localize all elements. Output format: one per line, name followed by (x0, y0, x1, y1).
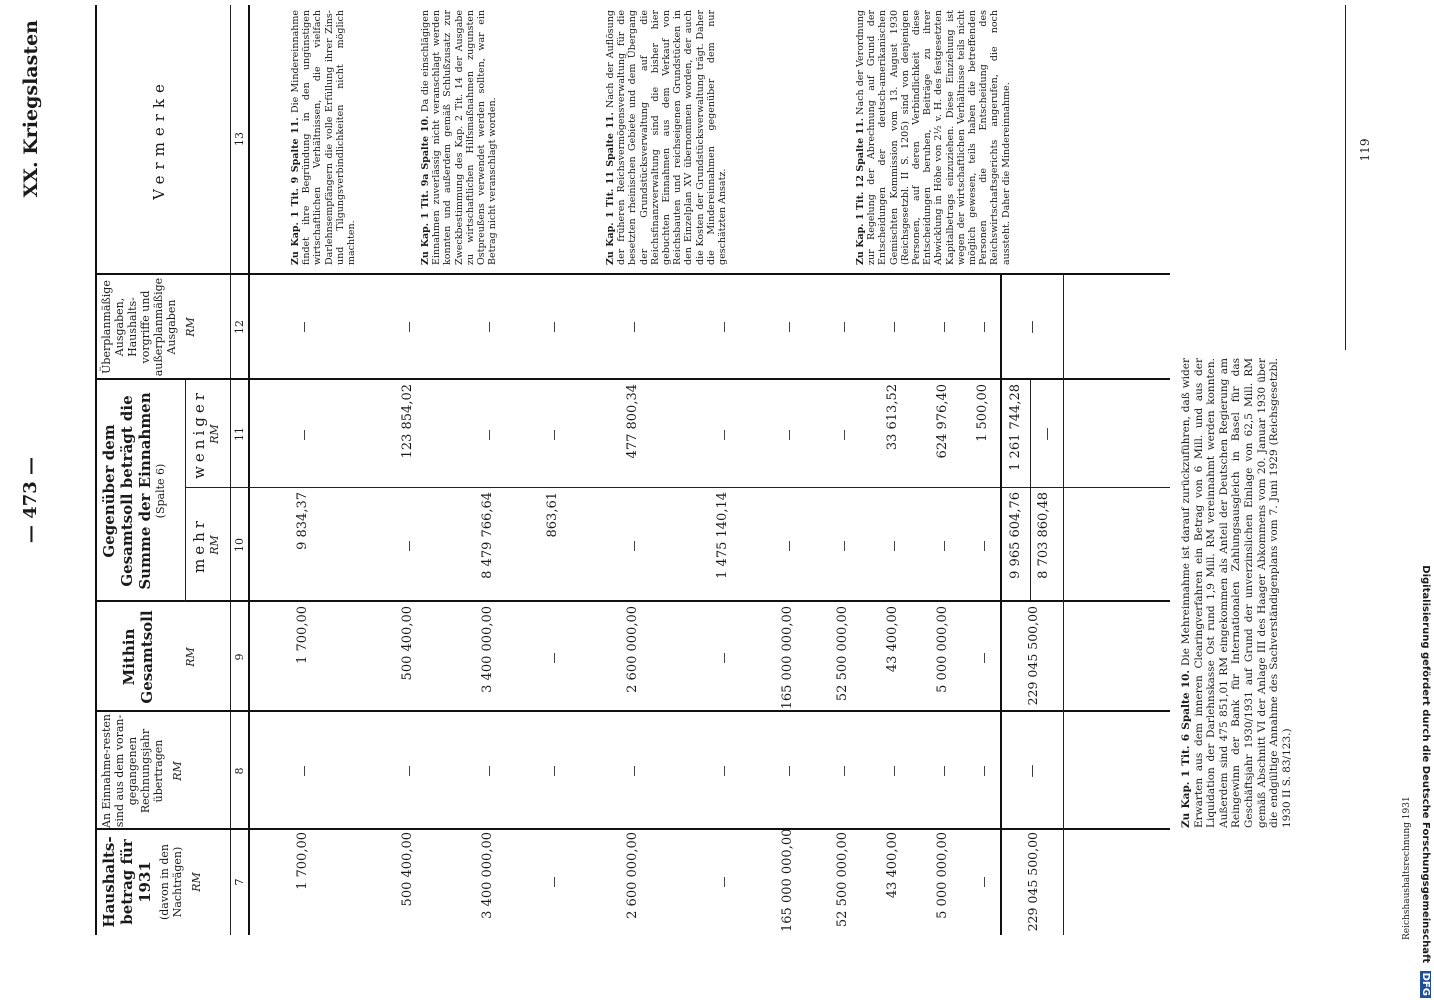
empty-cell-dash (409, 322, 410, 332)
col7-number: 7 (233, 878, 246, 886)
col13-number: 13 (233, 132, 246, 146)
empty-cell-dash (724, 322, 725, 332)
total-bottom-rule (1063, 275, 1064, 935)
cell-c7: 2 600 000,00 (625, 832, 640, 919)
total-col10-sum: 9 965 604,76 (1008, 492, 1023, 579)
cell-c11: 477 800,34 (625, 384, 640, 459)
total-col8-dash: — (1025, 764, 1040, 778)
col8-header: An Einnahme-resten sind aus dem voran-gegangenen Rechnungsjahr übertragen RM (100, 714, 184, 828)
empty-cell-dash (634, 322, 635, 332)
empty-cell-dash (724, 766, 725, 776)
total-col9: 229 045 500,00 (1025, 606, 1040, 706)
empty-cell-dash (844, 322, 845, 332)
note-tit12: Zu Kap. 1 Tit. 12 Spalte 11. Nach der Verordnung zur Regelung der Abrechnung auf Grund der Entscheidungen der deutsch-amerikanischen Gemischten Kommission vom 13. August 1930 (Reichsgesetzbl. II S. 1205) sind von denjenigen Personen, auf deren Verbindlichkeit diese Entscheidungen beruhen, Beiträge zu ihrer Abwicklung in Höhe von 2½ v. H. des festgesetzten Kapitalbetrags einzuziehen. Diese Einziehung ist wegen der wirtschaftlichen Verhältnisse teils nicht möglich gewesen, teils haben die betreffenden Personen die Entscheidung des Reichswirtschaftsgerichts angerufen, die noch aussteht. Daher die Mindereinnahme. (855, 10, 1012, 265)
empty-cell-dash (489, 430, 490, 440)
empty-cell-dash (409, 541, 410, 551)
empty-cell-dash (304, 766, 305, 776)
empty-cell-dash (984, 653, 985, 663)
note-tit9a: Zu Kap. 1 Tit. 9a Spalte 10. Da die einschlägigen Einnahmen zuverlässig nicht veranschlagt werden konnten und außerdem gemäß Schlußzusatz zur Zweckbestimmung des Kap. 2 Tit. 14 der Ausgabe zu wirtschaftlichen Hilfsmaßnahmen zugunsten Ostpreußens verwendet werden sollten, war ein Betrag nicht veranschlagt worden. (420, 10, 499, 265)
cell-c9: 3 400 000,00 (480, 606, 495, 693)
header-bottom-rule (248, 5, 250, 935)
total-col7: 229 045 500,00 (1025, 832, 1040, 932)
col-divider-10-11 (185, 487, 1170, 488)
empty-cell-dash (304, 430, 305, 440)
total-col10-net: 8 703 860,48 (1036, 492, 1051, 579)
total-col11-dash: — (1040, 427, 1055, 441)
cell-c9: 1 700,00 (295, 606, 310, 664)
cell-c7: 165 000 000,00 (780, 828, 795, 932)
total-col11-sum: 1 261 744,28 (1008, 384, 1023, 471)
cell-c11: 123 854,02 (400, 384, 415, 459)
col10-number: 10 (233, 538, 246, 552)
empty-cell-dash (984, 766, 985, 776)
dfg-caption (1418, 8, 1434, 998)
empty-cell-dash (634, 766, 635, 776)
group-header: Gegenüber dem Gesamtsoll beträgt die Summe der Einnahmen (Spalte 6) (100, 392, 167, 590)
empty-cell-dash (894, 766, 895, 776)
empty-cell-dash (844, 766, 845, 776)
empty-cell-dash (984, 541, 985, 551)
col-divider-11-12 (95, 378, 1170, 380)
footer-page-number: 119 (1358, 138, 1372, 162)
cell-c7: 3 400 000,00 (480, 832, 495, 919)
col-divider-12-13 (95, 273, 1170, 275)
cell-c9: 2 600 000,00 (625, 606, 640, 693)
empty-cell-dash (944, 766, 945, 776)
dfg-caption-text: Digitalisierung gefördert durch die Deutsche Forschungsgemeinschaft DFG (1420, 565, 1431, 996)
header-number-rule (230, 5, 231, 935)
cell-c9: 52 500 000,00 (835, 606, 850, 702)
page-number: — 473 — (20, 456, 41, 544)
empty-cell-dash (944, 541, 945, 551)
empty-cell-dash (554, 322, 555, 332)
empty-cell-dash (634, 541, 635, 551)
cell-c9: 165 000 000,00 (780, 606, 795, 710)
cell-c9: 5 000 000,00 (935, 606, 950, 693)
empty-cell-dash (489, 322, 490, 332)
col7-header: Haushalts-betrag für 1931 (davon in den Nachträgen) RM (100, 836, 203, 928)
cell-c11: 624 976,40 (935, 384, 950, 459)
empty-cell-dash (944, 322, 945, 332)
empty-cell-dash (554, 653, 555, 663)
empty-cell-dash (724, 430, 725, 440)
total-col12-dash: — (1025, 320, 1040, 334)
cell-c9: 500 400,00 (400, 606, 415, 681)
empty-cell-dash (894, 541, 895, 551)
empty-cell-dash (554, 877, 555, 887)
cell-c7: 43 400,00 (885, 832, 900, 899)
empty-cell-dash (489, 766, 490, 776)
empty-cell-dash (409, 766, 410, 776)
section-title: XX. Kriegslasten (20, 20, 42, 198)
cell-c10: 8 479 766,64 (480, 492, 495, 579)
cell-c7: 52 500 000,00 (835, 832, 850, 928)
col11-header: weniger RM (190, 389, 221, 479)
empty-cell-dash (724, 877, 725, 887)
empty-cell-dash (984, 322, 985, 332)
group-divider (185, 380, 186, 602)
footer-left: Reichshaushaltsrechnung 1931 (1402, 796, 1412, 940)
cell-c10: 1 475 140,14 (715, 492, 730, 579)
empty-cell-dash (789, 430, 790, 440)
empty-cell-dash (844, 541, 845, 551)
note-tit11: Zu Kap. 1 Tit. 11 Spalte 11. Nach der Auflösung der früheren Reichsvermögensverwaltung für die besetzten rheinischen Gebiete und dem Übergang der Grundstücksverwaltung auf die Reichsfinanzverwaltung sind die bisher hier gebuchten Einnahmen aus dem Verkauf von Reichsbauten und reichseigenen Grundstücken in den Einzelplan XV übernommen worden, der auch die Kosten der Grundstücksverwaltung trägt. Daher die Mindereinnahmen gegenüber dem nur geschätzten Ansatz. (605, 9, 729, 265)
col10-header: mehr RM (190, 517, 221, 573)
col12-header: Überplanmäßige Ausgaben, Haushalts-vorgriffe und außerplanmäßige Ausgaben RM (100, 277, 197, 377)
col-divider-8-9 (95, 710, 1170, 712)
empty-cell-dash (789, 766, 790, 776)
empty-cell-dash (894, 322, 895, 332)
note-tit6: Zu Kap. 1 Tit. 6 Spalte 10. Die Mehreinnahme ist darauf zurückzuführen, daß wider Erwarten aus dem inneren Clearingverfahren ein Betrag von 6 Mill. und aus der Liquidation der Darlehnskasse Ost rund 1,9 Mill. RM vereinnahmt werden konnten. Außerdem sind 475 851,01 RM eingekommen als Anteil der Deutschen Regierung am Reingewinn der Bank für Internationalen Zahlungsausgleich in Basel für das Geschäftsjahr 1930/1931 auf Grund der unverzinslichen Einlage von 62,5 Mill. RM gemäß Abschnitt VI der Anlage III des Haager Abkommens vom 20. Januar 1930 über die endgültige Annahme des Sachverständigenplans vom 7. Juni 1929 (Reichsgesetzbl. 1930 II S. 83/123.) (1180, 358, 1293, 828)
cell-c11: 1 500,00 (975, 384, 990, 442)
empty-cell-dash (789, 322, 790, 332)
col12-number: 12 (233, 320, 246, 334)
cell-c7: 5 000 000,00 (935, 832, 950, 919)
empty-cell-dash (554, 430, 555, 440)
cell-c10: 863,61 (545, 492, 560, 538)
cell-c9: 43 400,00 (885, 606, 900, 673)
page-bottom-rule (1345, 5, 1346, 350)
header-top-rule (95, 5, 97, 935)
cell-c7: 1 700,00 (295, 832, 310, 890)
empty-cell-dash (844, 430, 845, 440)
col-divider-7-8 (95, 828, 1170, 830)
total-top-rule (1000, 275, 1002, 935)
empty-cell-dash (789, 541, 790, 551)
cell-c7: 500 400,00 (400, 832, 415, 907)
cell-c11: 33 613,52 (885, 384, 900, 451)
note-tit9: Zu Kap. 1 Tit. 9 Spalte 11. Die Mindereinnahme findet ihre Begründung in den ungünstigen wirtschaftlichen Verhältnissen, die vielfach Darlehnsempfängern die volle Erfüllung ihrer Zins- und Tilgungsverbindlichkeiten nicht möglich machten. (290, 10, 358, 265)
col-divider-9-10 (95, 600, 1170, 602)
empty-cell-dash (984, 877, 985, 887)
col11-number: 11 (233, 427, 246, 441)
total-sub-rule (1030, 380, 1031, 600)
cell-c10: 9 834,37 (295, 492, 310, 550)
col8-number: 8 (233, 767, 246, 775)
col9-header: Mithin Gesamtsoll RM (120, 610, 197, 704)
empty-cell-dash (554, 766, 555, 776)
empty-cell-dash (304, 322, 305, 332)
empty-cell-dash (724, 653, 725, 663)
col13-header: Vermerke (150, 78, 168, 200)
col9-number: 9 (233, 653, 246, 661)
